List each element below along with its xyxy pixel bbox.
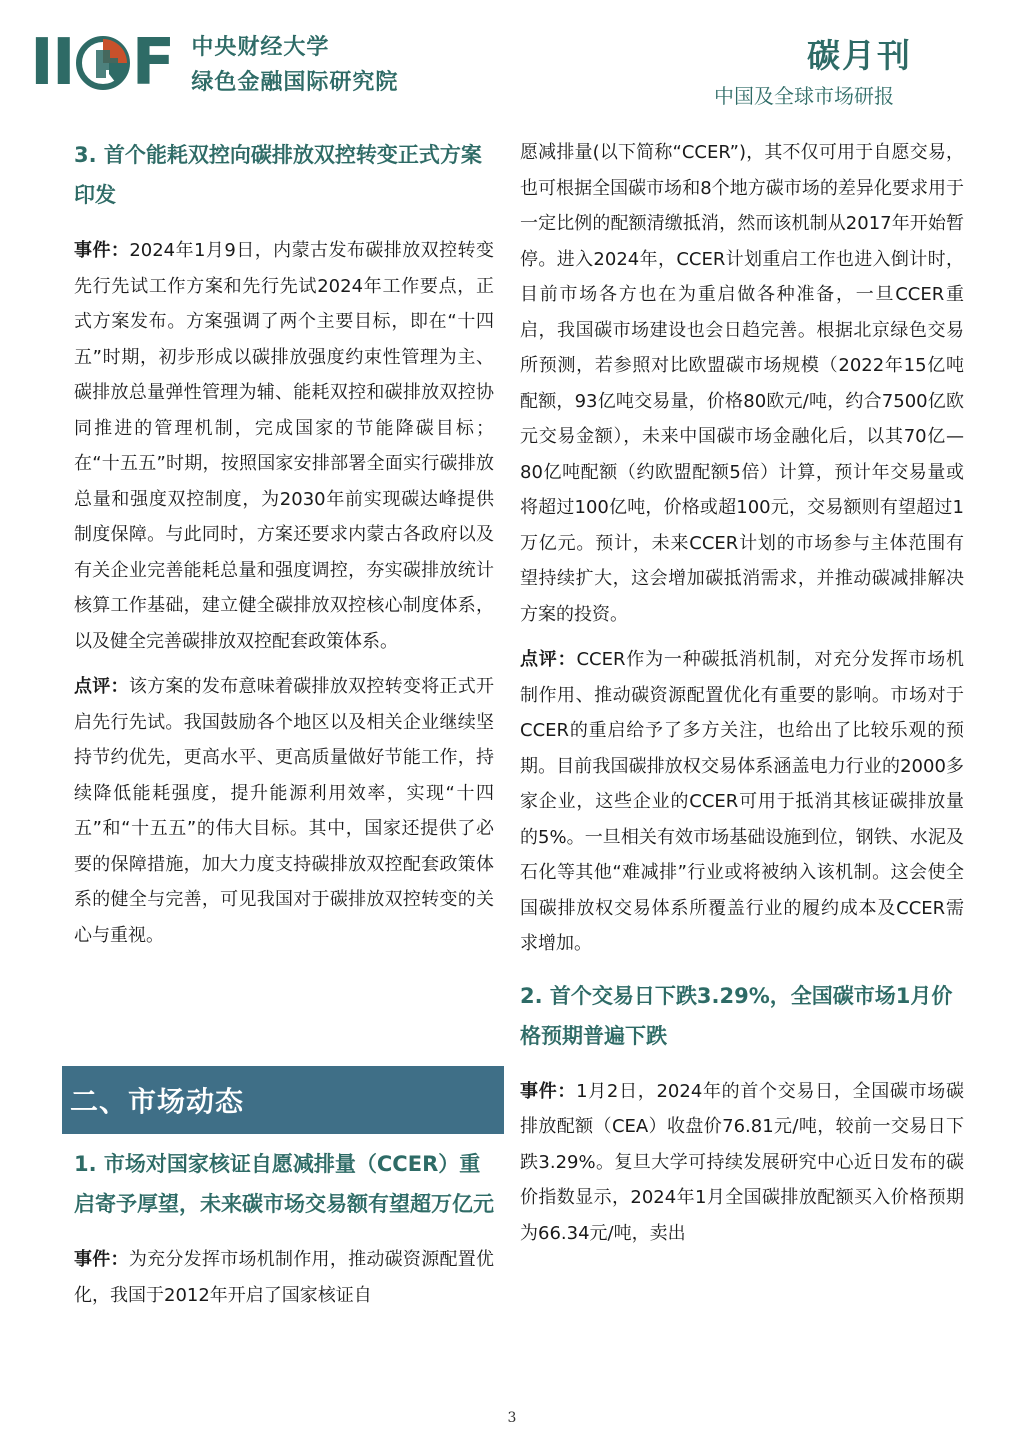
left-column — [74, 135, 494, 963]
org-name-line1: 中央财经大学 — [191, 35, 330, 60]
ccer-event-label: 事件： — [74, 1249, 129, 1270]
logo-mark-right: F — [131, 26, 174, 100]
event-text: 2024年1月9日，内蒙古发布碳排放双控转变先行先试工作方案和先行先试2024年工作要点，正式方案发布。方案强调了两个主要目标，即在“十四五”时期，初步形成以碳排放强度约束性管理为主、碳排放总量弹性管理为辅、能耗双控和碳排放双控协同推进的管理机制，完成国家的节能降碳目标；在“十五五”时期，按照国家安排部署全面实行碳排放总量和强度双控制度，为2030年前实现碳达峰提供制度保障。与此同时，方案还要求内蒙古各政府以及有关企业完善能耗总量和强度调控，夯实碳排放统计核算工作基础，建立健全碳排放双控核心制度体系，以及健全完善碳排放双控配套政策体系。 — [74, 240, 494, 652]
org-name-line2: 绿色金融国际研究院 — [191, 70, 399, 95]
logo-mark — [30, 26, 174, 100]
org-name — [191, 30, 398, 96]
left-column-bottom — [74, 1144, 494, 1323]
article-heading-ccer: 1. 市场对国家核证自愿减排量（CCER）重启寄予厚望，未来碳市场交易额有望超万亿元 — [74, 1152, 494, 1216]
right-column — [520, 135, 964, 1261]
article-heading-energy-dual-control: 3. 首个能耗双控向碳排放双控转变正式方案印发 — [74, 143, 482, 207]
price-event-paragraph — [520, 1074, 964, 1252]
ccer-comment-label: 点评： — [520, 649, 577, 670]
magazine-subtitle: 中国及全球市场研报 — [714, 84, 894, 108]
magazine-title: 碳月刊 — [807, 36, 912, 75]
comment-paragraph — [74, 669, 494, 953]
ccer-comment-text: CCER作为一种碳抵消机制，对充分发挥市场机制作用、推动碳资源配置优化有重要的影响。市场对于CCER的重启给予了多方关注，也给出了比较乐观的预期。目前我国碳排放权交易体系涵盖电力行业的2000多家企业，这些企业的CCER可用于抵消其核证碳排放量的5%。一旦相关有效市场基础设施到位，钢铁、水泥及石化等其他“难减排”行业或将被纳入该机制。这会使全国碳排放权交易体系所覆盖行业的履约成本及CCER需求增加。 — [520, 649, 965, 954]
section-header-market-dynamics — [62, 1066, 504, 1134]
price-event-text: 1月2日，2024年的首个交易日，全国碳市场碳排放配额（CEA）收盘价76.81元/吨，较前一交易日下跌3.29%。复旦大学可持续发展研究中心近日发布的碳价指数显示，2024年1月全国碳排放配额买入价格预期为66.34元/吨，卖出 — [520, 1080, 965, 1244]
article-heading-price-drop: 2. 首个交易日下跌3.29%，全国碳市场1月价格预期普遍下跌 — [520, 983, 953, 1048]
ccer-event-text: 为充分发挥市场机制作用，推动碳资源配置优化，我国于2012年开启了国家核证自 — [74, 1249, 495, 1306]
comment-label: 点评： — [74, 676, 129, 697]
magazine-title-block — [807, 30, 912, 77]
ccer-continued-paragraph: 愿减排量(以下简称“CCER”)，其不仅可用于自愿交易，也可根据全国碳市场和8个地方碳市场的差异化要求用于一定比例的配额清缴抵消，然而该机制从2017年开始暂停。进入2024年，CCER计划重启工作也进入倒计时，目前市场各方也在为重启做各种准备，一旦CCER重启，我国碳市场建设也会日趋完善。根据北京绿色交易所预测，若参照对比欧盟碳市场规模（2022年15亿吨配额，93亿吨交易量，价格80欧元/吨，约合7500亿欧元交易金额），未来中国碳市场金融化后，以其70亿—80亿吨配额（约欧盟配额5倍）计算，预计年交易量或将超过100亿吨，价格或超100元，交易额则有望超过1万亿元。预计，未来CCER计划的市场参与主体范围有望持续扩大，这会增加碳抵消需求，并推动碳减排解决方案的投资。 — [520, 142, 964, 625]
ccer-comment-paragraph — [520, 642, 964, 962]
logo-mark-left: II — [30, 26, 74, 100]
event-paragraph — [74, 233, 494, 659]
event-label: 事件： — [74, 240, 130, 261]
section-title: 二、市场动态 — [70, 1085, 245, 1118]
price-event-label: 事件： — [520, 1080, 577, 1102]
globe-icon — [76, 36, 130, 90]
page-header — [0, 0, 1024, 115]
page-number: 3 — [507, 1410, 517, 1426]
ccer-event-paragraph — [74, 1242, 494, 1313]
comment-text: 该方案的发布意味着碳排放双控转变将正式开启先行先试。我国鼓励各个地区以及相关企业继续坚持节约优先，更高水平、更高质量做好节能工作，持续降低能耗强度，提升能源利用效率，实现“十四五”和“十五五”的伟大目标。其中，国家还提供了必要的保障措施，加大力度支持碳排放双控配套政策体系的健全与完善，可见我国对于碳排放双控转变的关心与重视。 — [74, 676, 495, 946]
iigf-logo — [30, 26, 399, 100]
